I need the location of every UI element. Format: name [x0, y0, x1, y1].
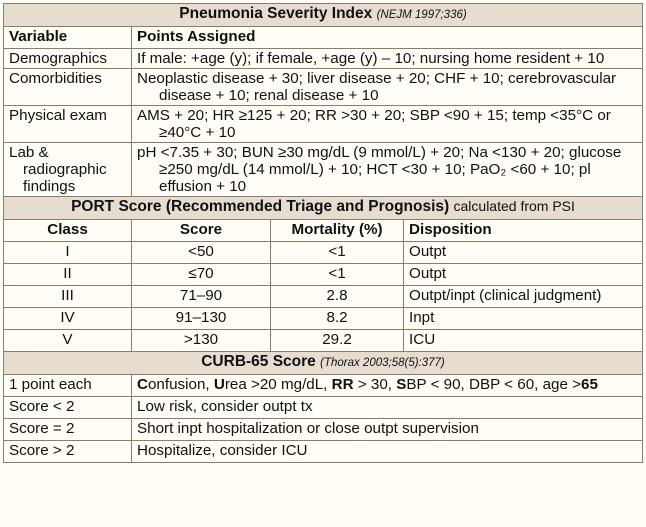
port-disposition: Outpt: [404, 242, 643, 264]
psi-citation: (NEJM 1997;336): [376, 9, 467, 21]
port-disposition: Outpt/inpt (clinical judgment): [404, 286, 643, 308]
port-score: >130: [132, 330, 271, 352]
psi-variable: Physical exam: [4, 106, 132, 143]
psi-points-text: Neoplastic disease + 30; liver disease + 20; CHF + 10; cerebrovascular disease + 10; renal disease + 10: [137, 70, 617, 104]
curb-age: 65: [581, 376, 598, 393]
psi-header-points: Points Assigned: [132, 27, 643, 49]
curb-u-rest: rea >20 mg/dL,: [224, 376, 332, 393]
port-row: [4, 330, 643, 352]
psi-points-text: AMS + 20; HR ≥125 + 20; RR >30 + 20; SBP <90 + 15; temp <35°C or ≥40°C + 10: [137, 107, 611, 141]
curb-row: [4, 419, 643, 441]
curb-u: U: [213, 376, 225, 393]
curb-title-cell: [4, 352, 643, 375]
curb-criteria-row: [4, 375, 643, 397]
port-header-score: Score: [132, 220, 271, 242]
port-disposition: ICU: [404, 330, 643, 352]
port-disposition: Inpt: [404, 308, 643, 330]
port-class: III: [4, 286, 132, 308]
psi-row-physical-exam: [4, 106, 643, 143]
port-title-row: [4, 197, 643, 220]
port-column-headers: [4, 220, 643, 242]
psi-points-text: If male: +age (y); if female, +age (y) – 10; nursing home resident + 10: [137, 50, 605, 67]
curb-score: Score > 2: [4, 441, 132, 463]
port-row: [4, 242, 643, 264]
psi-variable: Demographics: [4, 49, 132, 69]
psi-points: [132, 69, 643, 106]
psi-title: Pneumonia Severity Index: [179, 5, 373, 22]
curb-action: Short inpt hospitalization or close outpt supervision: [132, 419, 643, 441]
pneumonia-severity-table: [3, 3, 643, 463]
psi-variable: Comorbidities: [4, 69, 132, 106]
port-row: [4, 264, 643, 286]
psi-header-variable: Variable: [4, 27, 132, 49]
psi-title-row: [4, 4, 643, 27]
port-class: V: [4, 330, 132, 352]
port-row: [4, 308, 643, 330]
curb-c: C: [137, 376, 148, 393]
port-mortality: <1: [271, 264, 404, 286]
curb-row: [4, 441, 643, 463]
port-class: I: [4, 242, 132, 264]
psi-row-lab-findings: [4, 143, 643, 197]
psi-column-headers: [4, 27, 643, 49]
port-title: PORT Score (Recommended Triage and Prognosis): [71, 198, 450, 215]
psi-row-comorbidities: [4, 69, 643, 106]
curb-rr: RR: [331, 376, 354, 393]
port-header-class: Class: [4, 220, 132, 242]
port-title-tail: calculated from PSI: [453, 198, 575, 214]
port-disposition: Outpt: [404, 264, 643, 286]
port-class: IV: [4, 308, 132, 330]
curb-title: CURB-65 Score: [201, 353, 316, 370]
port-header-mortality: Mortality (%): [271, 220, 404, 242]
psi-title-cell: [4, 4, 643, 27]
port-row: [4, 286, 643, 308]
psi-row-demographics: [4, 49, 643, 69]
curb-action: Low risk, consider outpt tx: [132, 397, 643, 419]
psi-points: [132, 106, 643, 143]
psi-variable: [4, 143, 132, 197]
port-mortality: 8.2: [271, 308, 404, 330]
port-score: ≤70: [132, 264, 271, 286]
psi-variable-text: Lab & radiographic findings: [9, 144, 107, 195]
port-score: 71–90: [132, 286, 271, 308]
port-title-cell: [4, 197, 643, 220]
port-mortality: 29.2: [271, 330, 404, 352]
port-class: II: [4, 264, 132, 286]
psi-points-text: pH <7.35 + 30; BUN ≥30 mg/dL (9 mmol/L) + 20; Na <130 + 20; glucose ≥250 mg/dL (14 mmol/L) + 10; HCT <30 + 10; PaO₂ <60 + 10; pl effusion + 10: [137, 144, 622, 195]
port-score: <50: [132, 242, 271, 264]
curb-s-rest: BP < 90, DBP < 60, age >: [406, 376, 582, 393]
port-header-disposition: Disposition: [404, 220, 643, 242]
curb-criteria-label: 1 point each: [4, 375, 132, 397]
curb-criteria: [132, 375, 643, 397]
psi-points: [132, 49, 643, 69]
port-score: 91–130: [132, 308, 271, 330]
curb-row: [4, 397, 643, 419]
curb-c-rest: onfusion,: [147, 376, 214, 393]
curb-score: Score = 2: [4, 419, 132, 441]
curb-citation: (Thorax 2003;58(5):377): [320, 357, 445, 369]
curb-action: Hospitalize, consider ICU: [132, 441, 643, 463]
curb-s: S: [396, 376, 407, 393]
port-mortality: <1: [271, 242, 404, 264]
curb-score: Score < 2: [4, 397, 132, 419]
port-mortality: 2.8: [271, 286, 404, 308]
curb-title-row: [4, 352, 643, 375]
psi-points: [132, 143, 643, 197]
curb-rr-rest: > 30,: [353, 376, 397, 393]
